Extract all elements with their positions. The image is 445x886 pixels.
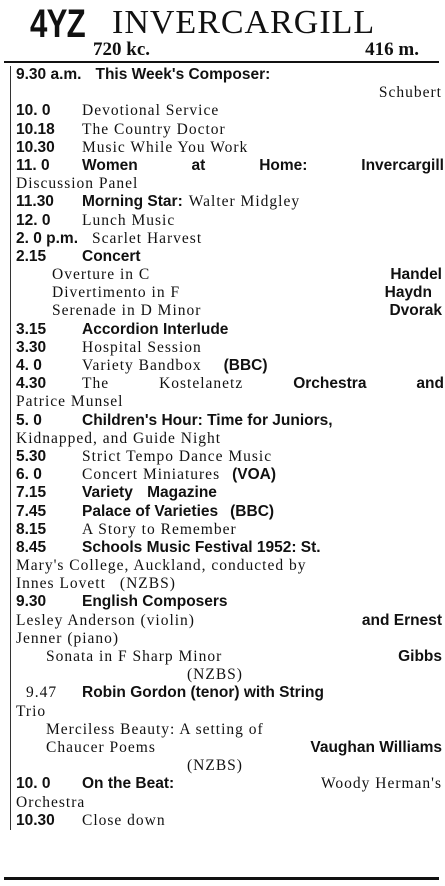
performers-line bbox=[16, 630, 444, 648]
title-word: at bbox=[191, 156, 206, 174]
entry-title bbox=[82, 375, 444, 393]
entry-time: 10.18 bbox=[16, 120, 55, 138]
schedule-entry bbox=[16, 248, 444, 266]
entry-title-cont: Trio bbox=[16, 702, 47, 720]
programme-item bbox=[16, 739, 444, 757]
work-title: Serenade in D Minor bbox=[52, 302, 202, 320]
programme-item bbox=[16, 648, 444, 666]
entry-title: Schools Music Festival 1952: St. bbox=[82, 538, 321, 556]
entry-time: 2.15 bbox=[16, 247, 47, 265]
entry-title bbox=[82, 157, 444, 175]
entry-title: The Country Doctor bbox=[82, 120, 226, 138]
entry-time: 10. 0 bbox=[16, 102, 51, 120]
source-line bbox=[16, 666, 444, 684]
schedule-entry-cont bbox=[16, 430, 444, 448]
schedule-entry bbox=[16, 102, 444, 120]
programme-item bbox=[16, 284, 444, 302]
performers-cont: and Ernest bbox=[361, 611, 442, 629]
entry-source: (NZBS) bbox=[119, 575, 176, 593]
work-title: Divertimento in F bbox=[52, 284, 181, 302]
schedule-entry bbox=[16, 230, 444, 248]
work-composer: Handel bbox=[390, 266, 442, 284]
title-word: Invercargill bbox=[361, 156, 444, 174]
entry-time: 12. 0 bbox=[16, 211, 51, 229]
entry-source: (NZBS) bbox=[187, 757, 243, 775]
entry-time: 4. 0 bbox=[16, 357, 42, 374]
work-title: Sonata in F Sharp Minor bbox=[46, 648, 223, 665]
source-line bbox=[16, 757, 444, 775]
schedule-entry bbox=[16, 412, 444, 430]
station-frequency: 720 kc. bbox=[93, 39, 150, 60]
schedule-entry bbox=[16, 484, 444, 502]
entry-title: Morning Star: bbox=[82, 193, 183, 211]
schedule-entry bbox=[16, 539, 444, 557]
schedule-entry bbox=[16, 321, 444, 339]
schedule-entry bbox=[16, 521, 444, 539]
schedule-entry-cont bbox=[16, 84, 444, 102]
entry-title: Strict Tempo Dance Music bbox=[82, 447, 273, 465]
entry-title: Close down bbox=[82, 811, 166, 829]
entry-source: (NZBS) bbox=[187, 666, 243, 684]
schedule-entry bbox=[16, 448, 444, 466]
programme-item bbox=[16, 721, 444, 739]
schedule-entry bbox=[16, 139, 444, 157]
footer-rule bbox=[4, 877, 439, 880]
work-composer: Gibbs bbox=[398, 648, 442, 665]
entry-time: 9.47 bbox=[26, 684, 58, 702]
entry-time: 9.30 a.m. bbox=[16, 66, 82, 83]
entry-time: 11.30 bbox=[16, 193, 54, 211]
station-callsign: 4YZ bbox=[30, 2, 85, 46]
performers-line bbox=[16, 612, 444, 630]
work-title-text: Merciless Beauty: A setting of bbox=[46, 720, 264, 738]
entry-title-cont: Patrice Munsel bbox=[16, 393, 124, 411]
header-rule bbox=[4, 61, 439, 63]
schedule-entry-cont bbox=[16, 575, 444, 593]
entry-time: 2. 0 p.m. bbox=[16, 229, 79, 247]
entry-title-cont: Discussion Panel bbox=[16, 175, 139, 193]
schedule-entry bbox=[16, 775, 444, 793]
entry-source: (VOA) bbox=[232, 466, 277, 484]
entry-title: This Week's Composer: bbox=[95, 66, 271, 83]
entry-title: English Composers bbox=[82, 593, 228, 611]
entry-title: Variety Magazine bbox=[82, 484, 217, 502]
entry-title-cont: Kidnapped, and Guide Night bbox=[16, 429, 222, 447]
entry-title: Concert bbox=[82, 247, 141, 265]
work-title-cont: Chaucer Poems bbox=[46, 738, 156, 756]
schedule-entry bbox=[16, 121, 444, 139]
station-city: INVERCARGILL bbox=[112, 4, 376, 41]
schedule-entry-cont bbox=[16, 393, 444, 411]
title-word: The bbox=[82, 375, 110, 393]
work-title: Overture in C bbox=[52, 266, 151, 284]
programme-item bbox=[16, 266, 444, 284]
schedule-entry bbox=[16, 212, 444, 230]
entry-title: Hospital Session bbox=[82, 338, 202, 356]
entry-title: Scarlet Harvest bbox=[92, 229, 203, 247]
station-wavelength: 416 m. bbox=[365, 39, 419, 60]
entry-time: 8.15 bbox=[16, 520, 47, 538]
entry-title: Children's Hour: Time for Juniors, bbox=[82, 411, 333, 429]
entry-title: Variety Bandbox bbox=[82, 357, 202, 374]
entry-time: 10.30 bbox=[16, 138, 55, 156]
entry-time: 3.30 bbox=[16, 338, 47, 356]
entry-time: 8.45 bbox=[16, 538, 47, 556]
work-title bbox=[46, 721, 444, 739]
schedule-entry bbox=[16, 339, 444, 357]
entry-time: 10.30 bbox=[16, 811, 55, 829]
schedule-entry-cont bbox=[16, 794, 444, 812]
schedule-entry bbox=[16, 357, 444, 375]
entry-time: 7.45 bbox=[16, 502, 47, 520]
schedule-entry-cont bbox=[16, 175, 444, 193]
work-composer: Haydn bbox=[384, 284, 432, 302]
schedule-entry bbox=[16, 466, 444, 484]
entry-title: Accordion Interlude bbox=[82, 320, 229, 338]
entry-title: Lunch Music bbox=[82, 211, 176, 229]
entry-time: 7.15 bbox=[16, 484, 47, 502]
entry-time: 10. 0 bbox=[16, 775, 51, 793]
entry-composer: Schubert bbox=[378, 84, 442, 102]
schedule-entry bbox=[16, 66, 444, 84]
schedule-entry bbox=[16, 157, 444, 175]
performers: Jenner (piano) bbox=[16, 629, 120, 647]
schedule-entry bbox=[16, 812, 444, 830]
entry-time: 4.30 bbox=[16, 375, 47, 393]
entry-title-cont: Orchestra bbox=[16, 793, 86, 811]
entry-time: 6. 0 bbox=[16, 466, 42, 484]
entry-artist: Walter Midgley bbox=[188, 193, 301, 211]
entry-time: 9.30 bbox=[16, 593, 47, 611]
title-word: Home: bbox=[259, 156, 308, 174]
title-word: Kostelanetz bbox=[159, 375, 244, 393]
entry-title: Music While You Work bbox=[82, 138, 249, 156]
programme-item bbox=[16, 302, 444, 320]
schedule-entry bbox=[16, 375, 444, 393]
schedule-entry-cont bbox=[16, 703, 444, 721]
schedule-entry bbox=[16, 503, 444, 521]
work-composer: Vaughan Williams bbox=[310, 738, 442, 756]
entry-artist: Woody Herman's bbox=[320, 775, 442, 793]
entry-title: On the Beat: bbox=[82, 775, 175, 793]
entry-title: Concert Miniatures bbox=[82, 466, 221, 484]
schedule-entry bbox=[16, 684, 444, 702]
performers: Lesley Anderson (violin) bbox=[16, 611, 195, 629]
entry-source: (BBC) bbox=[230, 502, 275, 520]
entry-title: Palace of Varieties bbox=[82, 502, 219, 520]
schedule-entry bbox=[16, 193, 444, 211]
entry-time: 5.30 bbox=[16, 447, 47, 465]
entry-time: 11. 0 bbox=[16, 156, 50, 174]
schedule-entry bbox=[16, 593, 444, 611]
work-composer: Dvorak bbox=[389, 302, 442, 320]
entry-title-cont: Mary's College, Auckland, conducted by bbox=[16, 557, 307, 575]
schedule-entry-cont bbox=[16, 557, 444, 575]
entry-source: (BBC) bbox=[223, 357, 268, 374]
entry-title: Robin Gordon (tenor) with String bbox=[82, 684, 324, 702]
title-word: and bbox=[416, 375, 444, 393]
entry-title-cont: Innes Lovett bbox=[16, 575, 106, 593]
schedule-list bbox=[10, 66, 444, 830]
entry-title: A Story to Remember bbox=[82, 520, 237, 538]
entry-title: Devotional Service bbox=[82, 102, 220, 120]
entry-time: 5. 0 bbox=[16, 411, 42, 429]
title-word: Orchestra bbox=[293, 375, 367, 393]
title-word: Women bbox=[82, 156, 138, 174]
entry-time: 3.15 bbox=[16, 320, 47, 338]
